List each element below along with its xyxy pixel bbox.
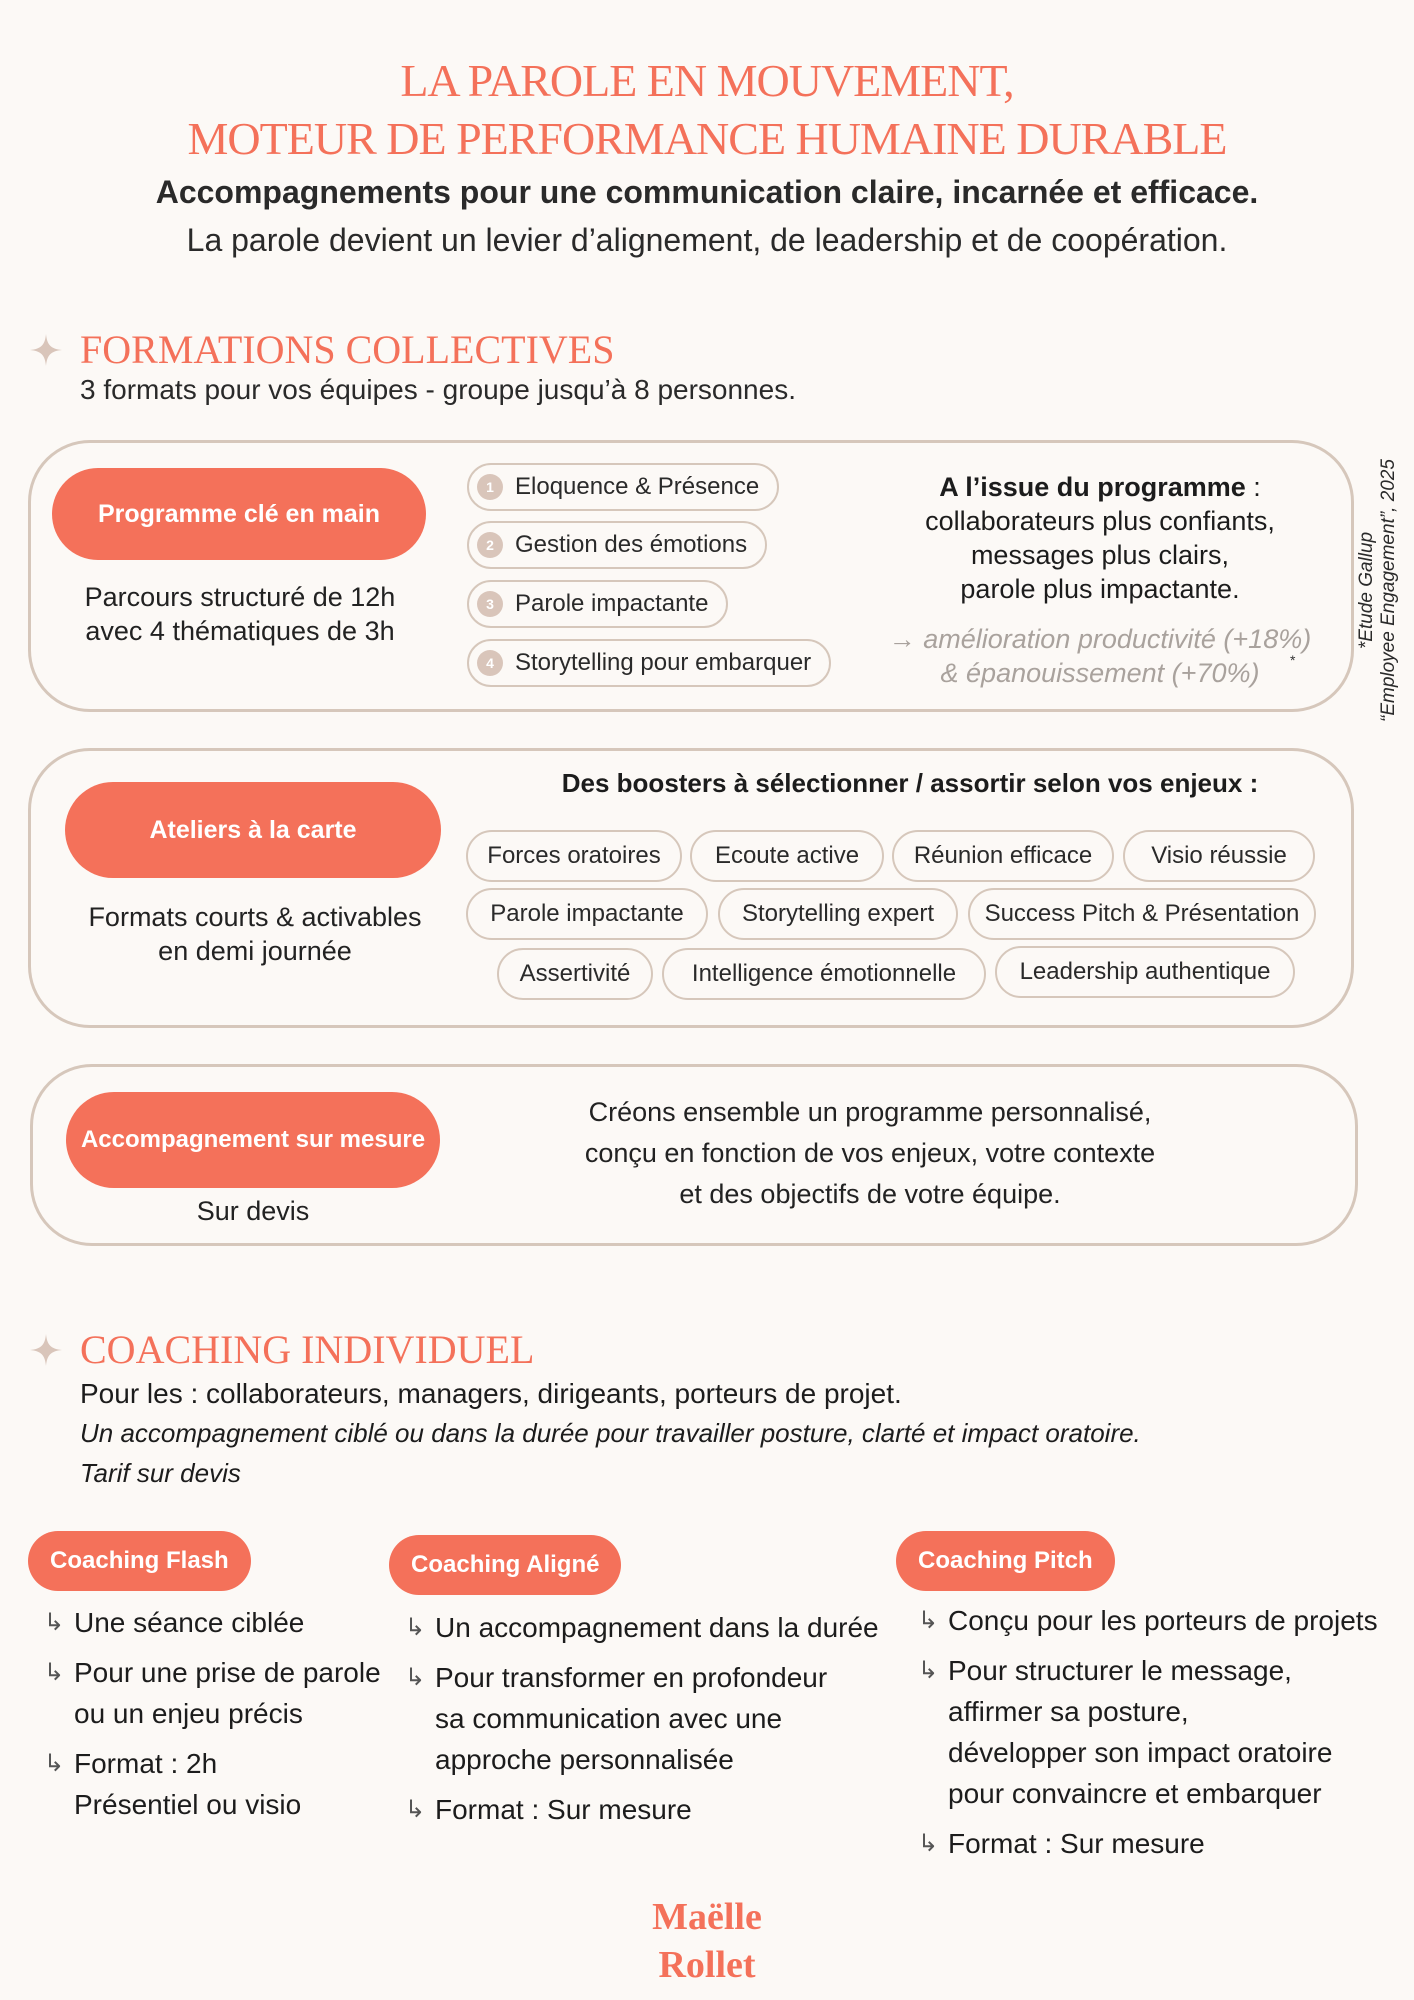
booster-tag: Parole impactante	[466, 888, 708, 940]
theme-label: Gestion des émotions	[515, 531, 748, 558]
ateliers-desc-line1: Formats courts & activables	[88, 902, 422, 932]
arrow-turn-icon: ↳	[405, 1664, 426, 1691]
theme-label: Eloquence & Présence	[515, 473, 760, 500]
theme-label: Storytelling pour embarquer	[515, 649, 812, 676]
theme-label: Parole impactante	[515, 590, 709, 617]
theme-item	[467, 639, 831, 687]
coaching-aligne-label: Coaching Aligné	[389, 1535, 621, 1595]
theme-item	[467, 580, 728, 628]
sparkle-icon	[28, 332, 64, 368]
arrow-turn-icon: ↳	[44, 1750, 65, 1777]
bullet-item: ↳ Pour transformer en profondeur sa communication avec une approche personnalisée	[405, 1657, 905, 1780]
programme-outcome	[860, 470, 1340, 606]
bullet-item: ↳ Format : 2h Présentiel ou visio	[44, 1743, 404, 1825]
theme-item	[467, 521, 767, 569]
arrow-turn-icon: ↳	[918, 1830, 939, 1857]
booster-tag: Intelligence émotionnelle	[662, 948, 986, 1000]
programme-desc-line2: avec 4 thématiques de 3h	[85, 616, 395, 646]
bullet-item: ↳ Un accompagnement dans la durée	[405, 1607, 905, 1648]
booster-tag: Visio réussie	[1123, 830, 1315, 882]
programme-stats	[860, 622, 1340, 690]
arrow-turn-icon: ↳	[44, 1659, 65, 1686]
section-title: FORMATIONS COLLECTIVES	[80, 327, 615, 372]
booster-tag: Leadership authentique	[995, 946, 1295, 998]
number-badge: 4	[477, 650, 503, 676]
source-line1: *Etude Gallup	[1356, 531, 1377, 650]
sur-mesure-desc-line2: conçu en fonction de vos enjeux, votre contexte	[584, 1138, 1156, 1168]
sur-mesure-label: Accompagnement sur mesure	[66, 1092, 440, 1188]
ateliers-description	[45, 900, 465, 968]
booster-tag: Storytelling expert	[718, 888, 958, 940]
stat-epanouissement: & épanouissement (+70%)	[940, 658, 1260, 688]
arrow-turn-icon: ↳	[405, 1614, 426, 1641]
footnote-marker: *	[1290, 652, 1296, 668]
bullet-item: ↳ Format : Sur mesure	[918, 1823, 1408, 1864]
section-heading-coaching	[28, 1326, 534, 1373]
bullet-item: ↳ Format : Sur mesure	[405, 1789, 905, 1830]
bullet-item: ↳ Conçu pour les porteurs de projets	[918, 1600, 1408, 1641]
arrow-turn-icon: ↳	[405, 1796, 426, 1823]
brand-name	[0, 1893, 1414, 1989]
outcome-heading: A l’issue du programme :	[939, 472, 1261, 502]
number-badge: 1	[477, 474, 503, 500]
coaching-pricing: Tarif sur devis	[80, 1458, 241, 1488]
booster-tag: Forces oratoires	[466, 830, 682, 882]
sparkle-icon	[28, 1332, 64, 1368]
outcome-line: messages plus clairs,	[970, 540, 1230, 570]
outcome-line: collaborateurs plus confiants,	[925, 506, 1275, 536]
number-badge: 2	[477, 532, 503, 558]
sur-mesure-desc-line1: Créons ensemble un programme personnalisé,	[588, 1097, 1152, 1127]
coaching-audience: Pour les : collaborateurs, managers, dirigeants, porteurs de projet.	[80, 1378, 902, 1409]
page-title-line1: LA PAROLE EN MOUVEMENT,	[400, 55, 1014, 106]
ateliers-desc-line2: en demi journée	[158, 936, 352, 966]
bullet-item: ↳ Pour une prise de parole ou un enjeu précis	[44, 1652, 404, 1734]
page-subtitle: La parole devient un levier d’alignement, de leadership et de coopération.	[186, 222, 1228, 258]
sur-mesure-desc-line3: et des objectifs de votre équipe.	[679, 1179, 1061, 1209]
programme-label: Programme clé en main	[52, 468, 426, 560]
page-subtitle-bold: Accompagnements pour une communication claire, incarnée et efficace.	[155, 174, 1259, 210]
source-note	[1356, 459, 1400, 722]
arrow-turn-icon: ↳	[44, 1609, 65, 1636]
bullet-item: ↳ Une séance ciblée	[44, 1602, 404, 1643]
coaching-flash-bullets	[44, 1602, 404, 1834]
coaching-aligne-bullets	[405, 1607, 905, 1839]
section-title: COACHING INDIVIDUEL	[80, 1327, 535, 1372]
bullet-item: ↳ Pour structurer le message, affirmer sa posture, développer son impact oratoire pour convaincre et embarquer	[918, 1650, 1408, 1814]
arrow-turn-icon: ↳	[918, 1607, 939, 1634]
coaching-flash-label: Coaching Flash	[28, 1531, 251, 1591]
theme-item	[467, 463, 779, 511]
number-badge: 3	[477, 591, 503, 617]
section-subtitle: 3 formats pour vos équipes - groupe jusqu’à 8 personnes.	[80, 374, 796, 405]
booster-tag: Réunion efficace	[892, 830, 1114, 882]
sur-mesure-price: Sur devis	[196, 1196, 310, 1226]
sur-mesure-description	[500, 1092, 1240, 1215]
brand-last-name: Rollet	[658, 1944, 756, 1986]
programme-description	[40, 580, 440, 648]
boosters-title: Des boosters à sélectionner / assortir selon vos enjeux :	[561, 768, 1259, 798]
programme-desc-line1: Parcours structuré de 12h	[84, 582, 396, 612]
arrow-turn-icon: ↳	[918, 1657, 939, 1684]
coaching-description: Un accompagnement ciblé ou dans la durée pour travailler posture, clarté et impact oratoire.	[80, 1418, 1141, 1448]
booster-tag: Assertivité	[497, 948, 653, 1000]
section-heading-formations	[28, 326, 614, 373]
page-title-line2: MOTEUR DE PERFORMANCE HUMAINE DURABLE	[187, 113, 1227, 164]
source-line2: “Employee Engagement”, 2025	[1378, 459, 1399, 722]
outcome-line: parole plus impactante.	[960, 574, 1240, 604]
brand-first-name: Maëlle	[652, 1896, 762, 1938]
coaching-pitch-label: Coaching Pitch	[896, 1531, 1115, 1591]
stat-productivity: → amélioration productivité (+18%)	[888, 624, 1312, 654]
booster-tag: Ecoute active	[690, 830, 884, 882]
coaching-pitch-bullets	[918, 1600, 1408, 1873]
booster-tag: Success Pitch & Présentation	[968, 888, 1316, 940]
ateliers-label: Ateliers à la carte	[65, 782, 441, 878]
